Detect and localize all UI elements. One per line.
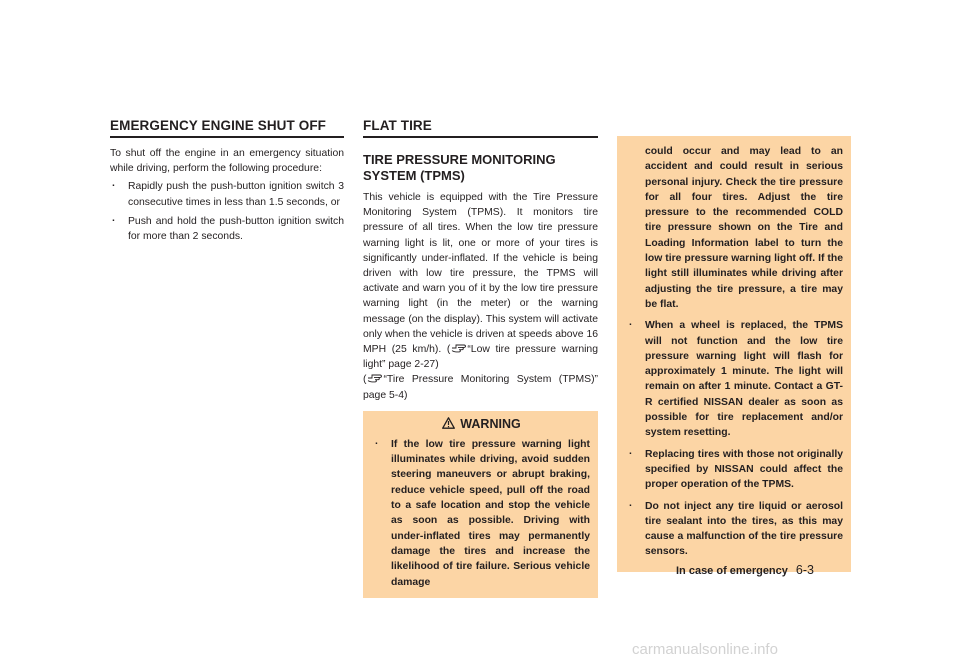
reference-link-low-tire-light[interactable]: “Low tire pressure warning light” page 2-27) <box>363 344 598 371</box>
warning-triangle-icon <box>442 417 455 429</box>
warning-item: . Do not inject any tire liquid or aerosol tire sealant into the tires, as this may cause a malfunction of the tire pressure sensors. <box>627 499 843 560</box>
warning-item: . If the low tire pressure warning light illuminates while driving, avoid sudden steering maneuvers or abrupt braking, reduce vehicle speed, pull off the road to a safe location and stop the vehicle as soon as possible. Driving with under-inflated tires may permanently damage the tires and increase the likelihood of tire failure. Serious vehicle damage <box>373 437 590 590</box>
reference-link-tpms[interactable]: “Tire Pressure Monitoring System (TPMS)” page 5-4) <box>363 374 598 401</box>
warning-box <box>363 411 598 598</box>
right-column <box>617 118 851 572</box>
watermark: carmanualsonline.info <box>632 641 778 658</box>
pointing-hand-icon <box>451 342 466 353</box>
list-item: . Rapidly push the push-button ignition switch 3 consecutive times in less than 1.5 seconds, or <box>110 179 344 209</box>
procedure-list <box>110 179 344 244</box>
middle-column <box>363 118 598 598</box>
warning-item: . Replacing tires with those not originally specified by NISSAN could affect the proper operation of the TPMS. <box>627 447 843 493</box>
page-number: 6-3 <box>795 563 814 577</box>
list-item: . Push and hold the push-button ignition switch for more than 2 seconds. <box>110 214 344 244</box>
warning-heading <box>373 417 590 431</box>
footer-section-name: In case of emergency <box>676 565 788 577</box>
left-column <box>110 118 344 248</box>
warning-list <box>373 437 590 590</box>
page-footer <box>676 563 814 577</box>
warning-label: WARNING <box>460 416 521 431</box>
tpms-body-text: This vehicle is equipped with the Tire Pressure Monitoring System (TPMS). It monitors tire pressure of all tires. When the low tire pressure warning light is lit, one or more of your tires is significantly under-inflated. If the vehicle is being driven with low tire pressure, the TPMS will activate and warn you of it by the low tire pressure warning light (in the meter) or the warning message (on the display). This system will activate only when the vehicle is driven at speeds above 16 MPH (25 km/h). ( <box>363 192 598 356</box>
warning-list <box>627 318 843 559</box>
warning-item: . When a wheel is replaced, the TPMS will not function and the low tire pressure warning light will flash for approximately 1 minute. The light will remain on after 1 minute. Contact a GT-R certified NISSAN dealer as soon as possible for tire replacement and/or system resetting. <box>627 318 843 440</box>
warning-box-continued <box>617 136 851 572</box>
intro-paragraph: To shut off the engine in an emergency situation while driving, perform the following procedure: <box>110 148 344 175</box>
tpms-paragraph <box>363 190 598 403</box>
section-title-emergency-shutoff: EMERGENCY ENGINE SHUT OFF <box>110 118 344 138</box>
subsection-title-tpms: TIRE PRESSURE MONITORING SYSTEM (TPMS) <box>363 152 556 183</box>
paren-open: ( <box>363 374 367 386</box>
section-title-flat-tire: FLAT TIRE <box>363 118 598 138</box>
pointing-hand-icon <box>367 372 382 383</box>
warning-continued-text: could occur and may lead to an accident and could result in serious personal injury. Check the tire pressure for all four tires. Adjust the tire pressure to the recommended COLD tire pressure shown on the Tire and Loading Information label to turn the low tire pressure warning light off. If the light still illuminates while driving after adjusting the tire pressure, a tire may be flat. <box>645 146 843 310</box>
